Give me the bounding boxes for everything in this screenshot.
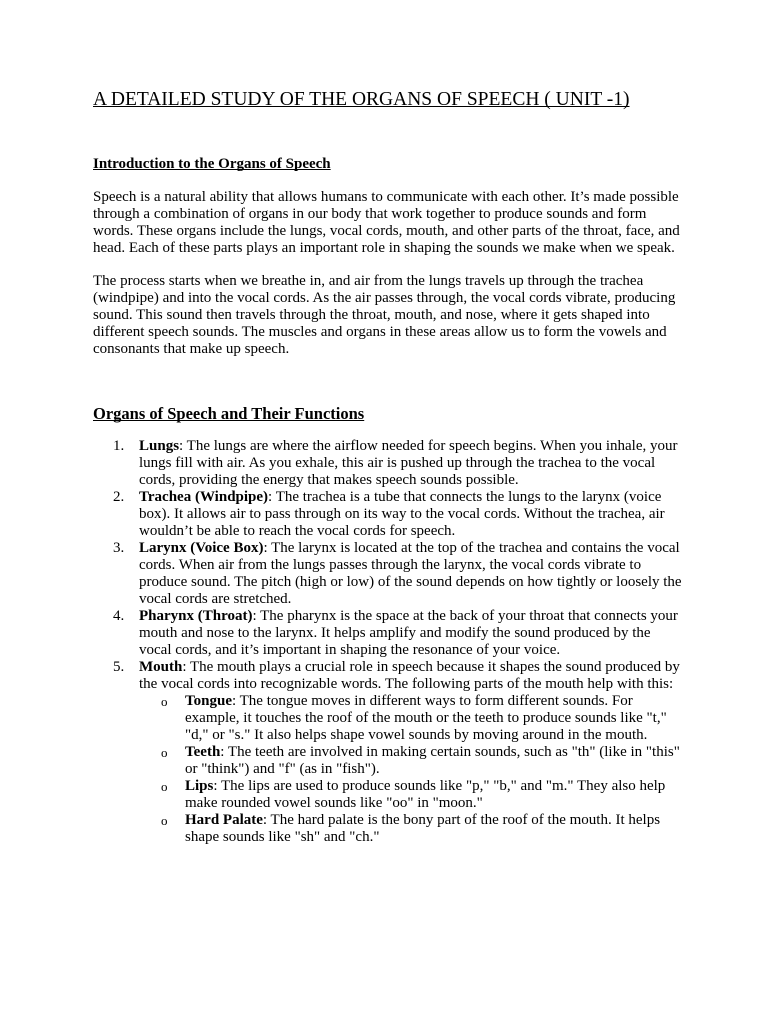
term-tongue: Tongue <box>185 693 232 709</box>
term-lungs: Lungs <box>139 438 180 454</box>
functions-heading: Organs of Speech and Their Functions <box>93 404 365 423</box>
document-title-text: A DETAILED STUDY OF THE ORGANS OF SPEECH ( UNIT -1) <box>93 89 630 110</box>
bullet-marker: o <box>161 779 168 794</box>
term-hard-palate: Hard Palate <box>185 812 263 828</box>
description-lips: : The lips are used to produce sounds like "p," "b," and "m." They also help make rounded vowel sounds like "oo" in "moon." <box>185 778 666 811</box>
list-number: 1. <box>113 438 125 454</box>
description-hard-palate: : The hard palate is the bony part of the roof of the mouth. It helps shape sounds like "sh" and "ch." <box>185 812 661 845</box>
list-number: 5. <box>113 659 125 675</box>
term-mouth: Mouth <box>139 659 183 675</box>
document-page <box>93 88 683 846</box>
description-pharynx: : The pharynx is the space at the back of your throat that connects your mouth and nose to the larynx. It helps amplify and modify the sound produced by the vocal cords, and it’s important in shaping the resonance of your voice. <box>139 608 678 658</box>
mouth-parts-list <box>139 693 683 846</box>
description-teeth: : The teeth are involved in making certain sounds, such as "th" (like in "this" or "think") and "f" (as in "fish"). <box>185 744 680 777</box>
term-pharynx: Pharynx (Throat) <box>139 608 253 624</box>
term-teeth: Teeth <box>185 744 221 760</box>
bullet-marker: o <box>161 745 168 760</box>
list-item-lungs <box>113 438 683 489</box>
list-item-pharynx <box>113 608 683 659</box>
list-number: 2. <box>113 489 125 505</box>
description-trachea: : The trachea is a tube that connects the lungs to the larynx (voice box). It allows air to pass through on its way to the vocal cords. Without the trachea, air wouldn’t be able to reach the vocal cords for speech. <box>139 489 665 539</box>
intro-paragraph-1: Speech is a natural ability that allows humans to communicate with each other. It’s made possible through a combination of organs in our body that work together to produce sounds and form words. These organs include the lungs, vocal cords, mouth, and other parts of the throat, face, and head. Each of these parts plays an important role in shaping the sounds we make when we speak. <box>93 189 680 256</box>
intro-paragraph-2: The process starts when we breathe in, and air from the lungs travels up through the trachea (windpipe) and into the vocal cords. As the air passes through, the vocal cords vibrate, producing sound. This sound then travels through the throat, mouth, and nose, where it gets shaped into different speech sounds. The muscles and organs in these areas allow us to form the vowels and consonants that make up speech. <box>93 273 676 357</box>
term-lips: Lips <box>185 778 214 794</box>
list-number: 4. <box>113 608 125 624</box>
list-item-mouth <box>113 659 683 846</box>
description-larynx: : The larynx is located at the top of the trachea and contains the vocal cords. When air from the lungs passes through the larynx, the vocal cords vibrate to produce sound. The pitch (high or low) of the sound depends on how tightly or loosely the vocal cords are stretched. <box>139 540 682 607</box>
organs-list <box>93 438 683 846</box>
sub-item-teeth <box>161 744 683 778</box>
description-tongue: : The tongue moves in different ways to form different sounds. For example, it touches the roof of the mouth or the teeth to produce sounds like "t," "d," or "s." It also helps shape vowel sounds by moving around in the mouth. <box>185 693 667 743</box>
list-item-larynx <box>113 540 683 608</box>
bullet-marker: o <box>161 813 168 828</box>
term-trachea: Trachea (Windpipe) <box>139 489 269 505</box>
term-larynx: Larynx (Voice Box) <box>139 540 264 556</box>
list-number: 3. <box>113 540 125 556</box>
sub-item-hard-palate <box>161 812 683 846</box>
list-item-trachea <box>113 489 683 540</box>
description-mouth: : The mouth plays a crucial role in speech because it shapes the sound produced by the vocal cords into recognizable words. The following parts of the mouth help with this: <box>139 659 680 692</box>
bullet-marker: o <box>161 694 168 709</box>
sub-item-tongue <box>161 693 683 744</box>
document-title <box>93 88 683 112</box>
description-lungs: : The lungs are where the airflow needed for speech begins. When you inhale, your lungs fill with air. As you exhale, this air is pushed up through the trachea to the vocal cords, providing the energy that makes speech sounds possible. <box>139 438 678 488</box>
intro-heading: Introduction to the Organs of Speech <box>93 156 331 172</box>
sub-item-lips <box>161 778 683 812</box>
